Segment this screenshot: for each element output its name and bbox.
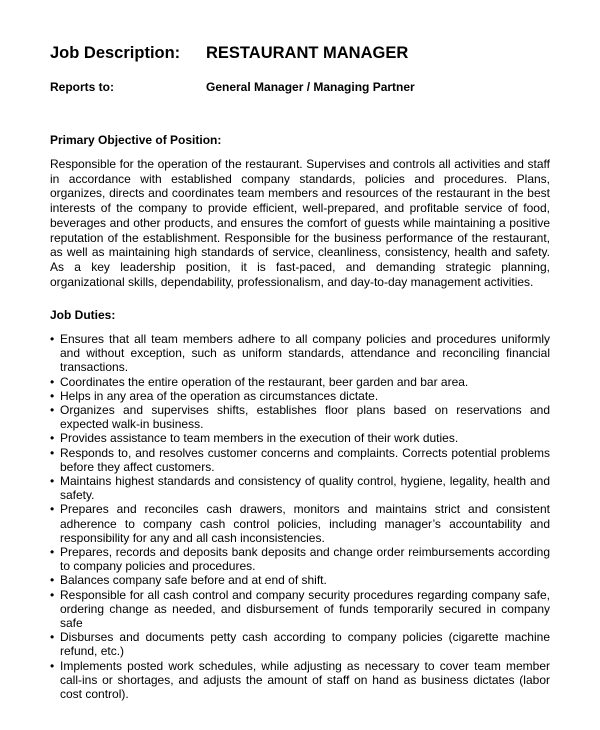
duty-text: Responds to, and resolves customer concerns and complaints. Corrects potential problems before they affect customers. bbox=[60, 445, 550, 474]
duty-item bbox=[50, 630, 550, 658]
duty-item bbox=[50, 332, 550, 375]
duty-text: Prepares, records and deposits bank deposits and change order reimbursements according to company policies and procedures. bbox=[60, 545, 550, 574]
bullet-icon: • bbox=[50, 587, 55, 602]
bullet-icon: • bbox=[50, 474, 55, 489]
duty-item bbox=[50, 446, 550, 474]
duty-item bbox=[50, 474, 550, 502]
duty-item bbox=[50, 403, 550, 431]
duty-item bbox=[50, 375, 550, 389]
duty-item bbox=[50, 502, 550, 545]
duty-text: Provides assistance to team members in the execution of their work duties. bbox=[60, 431, 459, 446]
duty-text: Helps in any area of the operation as circumstances dictate. bbox=[60, 388, 379, 403]
duty-item bbox=[50, 389, 550, 403]
job-description-label: Job Description: bbox=[50, 44, 181, 62]
duty-text: Coordinates the entire operation of the restaurant, beer garden and bar area. bbox=[60, 374, 469, 389]
bullet-icon: • bbox=[50, 403, 55, 418]
duty-item bbox=[50, 545, 550, 573]
bullet-icon: • bbox=[50, 445, 55, 460]
duties-heading: Job Duties: bbox=[50, 308, 116, 322]
bullet-icon: • bbox=[50, 431, 55, 446]
duty-text: Prepares and reconciles cash drawers, monitors and maintains strict and consistent adherence to company cash control policies, including manager’s accountability and responsibility for any and all cash inconsistencies. bbox=[60, 502, 550, 545]
duty-text: Implements posted work schedules, while adjusting as necessary to cover team member call-ins or shortages, and adjusts the amount of staff on hand as business dictates (labor cost control). bbox=[60, 658, 550, 702]
duty-item bbox=[50, 573, 550, 587]
duty-text: Balances company safe before and at end of shift. bbox=[60, 573, 327, 588]
bullet-icon: • bbox=[50, 388, 55, 403]
reports-to-value: General Manager / Managing Partner bbox=[206, 80, 415, 94]
duty-text: Maintains highest standards and consistency of quality control, hygiene, legality, health and safety. bbox=[60, 474, 550, 503]
objective-heading: Primary Objective of Position: bbox=[50, 133, 222, 147]
duty-text: Ensures that all team members adhere to all company policies and procedures uniformly and without exception, such as uniform standards, attendance and reconciling financial transactions. bbox=[60, 332, 550, 375]
bullet-icon: • bbox=[50, 332, 55, 346]
duty-text: Responsible for all cash control and company security procedures regarding company safe, ordering change as needed, and disbursement of funds temporarily secured in company safe bbox=[60, 587, 550, 631]
objective-paragraph: Responsible for the operation of the restaurant. Supervises and controls all activities and staff in accordance with established company standards, policies and procedures. Plans, organizes, directs and coordinates team members and resources of the restaurant in the best interests of the company to provide efficient, well-prepared, and profitable service of food, beverages and other products, and ensures the comfort of guests while maintaining a positive reputation of the establishment. Responsible for the business performance of the restaurant, as well as maintaining high standards of service, cleanliness, consistency, health and safety. As a key leadership position, it is fast-paced, and demanding strategic planning, organizational skills, dependability, professionalism, and day-to-day management activities. bbox=[50, 157, 550, 289]
reports-to-label: Reports to: bbox=[50, 80, 114, 94]
bullet-icon: • bbox=[50, 658, 55, 673]
duties-list bbox=[50, 332, 550, 701]
bullet-icon: • bbox=[50, 573, 55, 588]
duty-text: Organizes and supervises shifts, establishes floor plans based on reservations and expected walk-in business. bbox=[60, 403, 550, 432]
job-title: RESTAURANT MANAGER bbox=[206, 44, 409, 62]
bullet-icon: • bbox=[50, 502, 55, 517]
bullet-icon: • bbox=[50, 545, 55, 560]
duty-item bbox=[50, 431, 550, 445]
bullet-icon: • bbox=[50, 374, 55, 389]
duty-item bbox=[50, 659, 550, 702]
duty-text: Disburses and documents petty cash according to company policies (cigarette machine refund, etc.) bbox=[60, 630, 550, 659]
duty-item bbox=[50, 588, 550, 631]
bullet-icon: • bbox=[50, 630, 55, 645]
